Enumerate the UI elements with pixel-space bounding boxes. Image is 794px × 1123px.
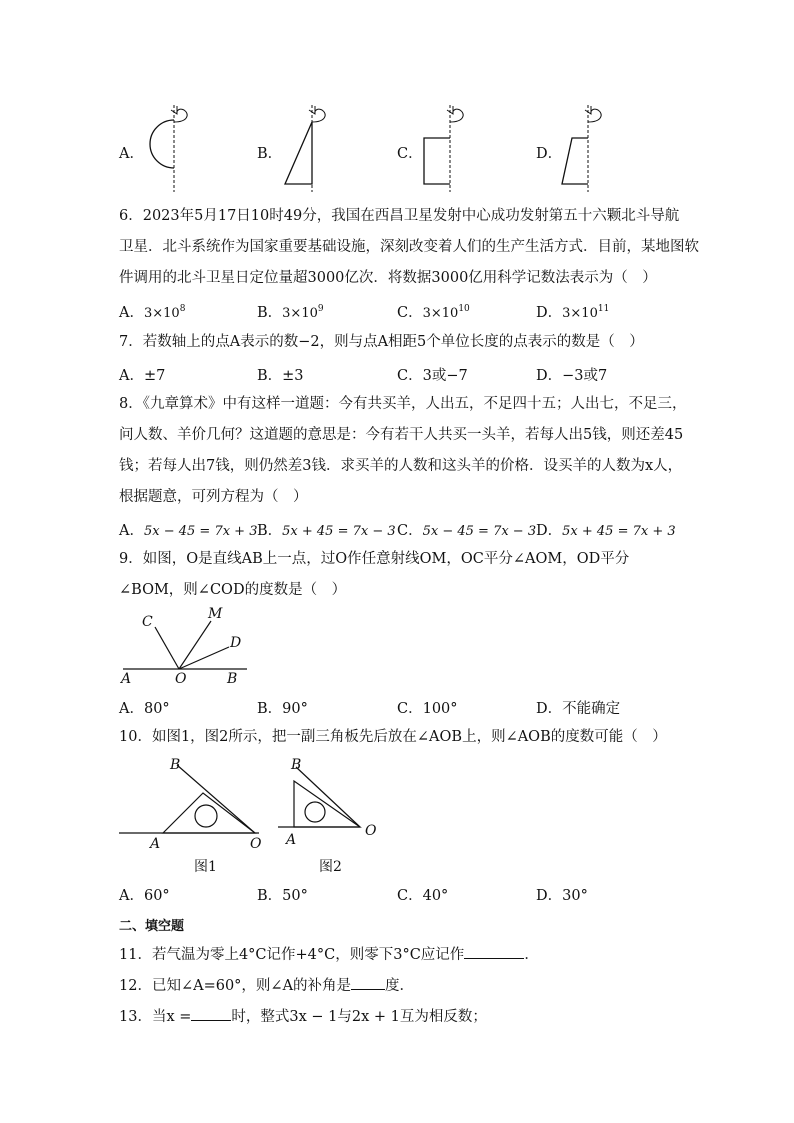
q9-label-b: B [227,671,238,687]
q6-line-3: 件调用的北斗卫星日定位量超3000亿次．将数据3000亿用科学记数法表示为（ ） [119,270,657,286]
q10-fig2-ray-ob [296,767,360,827]
q9-option-b: B．90° [257,701,308,717]
q10-option-b: B．50° [257,888,308,904]
q7-option-c: C．3或−7 [397,368,468,384]
q5-option-a-label: A． [119,146,144,162]
q8-option-b: B．5x + 45 = 7x − 3 [257,523,396,539]
q10-fig2-label-o: O [365,823,377,839]
q10-fig2-circle [305,802,325,822]
q5-a-rotation-arrow [174,109,187,122]
q10-fig2-triangle [294,781,360,827]
q10-text: 10．如图1，图2所示，把一副三角板先后放在∠AOB上，则∠AOB的度数可能（ ） [119,729,667,745]
q5-option-d-label: D． [536,146,563,162]
q5-figure-b [278,100,338,195]
q8-option-c: C．5x − 45 = 7x − 3 [397,523,537,539]
q5-a-semicircle [150,120,174,168]
q5-d-trapezoid [562,138,588,184]
q9-label-a: A [121,671,132,687]
q6-option-b: B．$3\times 10^9$ [257,304,324,321]
q7-option-a: A．±7 [119,368,166,384]
q9-label-c: C [142,614,153,630]
q10-fig1-circle [195,805,217,827]
q10-fig2-label-b: B [291,757,302,773]
q6-line-2: 卫星．北斗系统作为国家重要基础设施，深刻改变着人们的生产生活方式．目前，某地图软 [119,239,699,255]
q10-option-a: A．60° [119,888,170,904]
q8-line-1: 8．《九章算术》中有这样一道题：今有共买羊，人出五，不足四十五；人出七，不足三， [119,396,687,412]
q10-figure-1 [119,755,269,845]
q7-option-b: B．±3 [257,368,304,384]
q9-label-m: M [208,606,223,622]
q9-label-d: D [230,635,242,651]
q9-label-o: O [175,671,187,687]
q9-option-d: D．不能确定 [536,701,621,717]
q5-b-rotation-arrow [312,109,325,122]
q5-figure-a [140,100,200,195]
q6-line-1: 6．2023年5月17日10时49分，我国在西昌卫星发射中心成功发射第五十六颗北斗导航 [119,208,680,224]
q8-option-d: D．5x + 45 = 7x + 3 [536,523,676,539]
section-fill-in-blank-title: 二、填空题 [119,919,185,934]
question-12: 12．已知∠A=60°，则∠A的补角是 度． [119,975,414,996]
q10-fig1-label-b: B [170,757,181,773]
q10-fig2-label-a: A [286,832,297,848]
q8-option-a: A．5x − 45 = 7x + 3 [119,523,258,539]
q13-answer-blank[interactable] [191,1006,231,1021]
q6-option-a: A．$3\times 10^8$ [119,304,186,321]
q7-text: 7．若数轴上的点A表示的数−2，则与点A相距5个单位长度的点表示的数是（ ） [119,334,644,350]
q8-line-4: 根据题意，可列方程为（ ） [119,489,308,505]
q5-d-rotation-arrow [588,109,601,122]
q10-fig1-label-o: O [250,836,262,852]
q5-figure-c [416,100,476,195]
q10-fig1-caption: 图1 [194,859,217,875]
q6-option-c: C．$3\times 10^{10}$ [397,304,470,321]
q10-fig1-ray-ob [177,765,255,833]
q9-option-a: A．80° [119,701,170,717]
q9-option-c: C．100° [397,701,458,717]
q5-option-b-label: B． [257,146,283,162]
q10-option-c: C．40° [397,888,449,904]
q10-option-d: D．30° [536,888,588,904]
q11-answer-blank[interactable] [464,944,524,959]
q5-c-rotation-arrow [450,109,463,122]
q9-line-1: 9．如图，O是直线AB上一点，过O作任意射线OM，OC平分∠AOM，OD平分 [119,551,630,567]
q8-line-2: 问人数、羊价几何？这道题的意思是：今有若干人共买一头羊，若每人出5钱，则还差45 [119,427,684,443]
q5-b-triangle [285,122,312,184]
q7-option-d: D．−3或7 [536,368,608,384]
question-13: 13．当x = 时，整式3x − 1与2x + 1互为相反数； [119,1006,487,1027]
q5-option-c-label: C． [397,146,423,162]
q10-fig1-label-a: A [150,836,161,852]
q6-option-d: D．$3\times 10^{11}$ [536,304,610,321]
q10-fig2-caption: 图2 [319,859,342,875]
q11-text: 11．若气温为零上4°C记作+4°C，则零下3°C应记作 [119,947,465,963]
q13-text: 13．当x = [119,1009,192,1025]
question-11: 11．若气温为零上4°C记作+4°C，则零下3°C应记作 ． [119,944,539,965]
q5-figure-d [554,100,614,195]
q12-answer-blank[interactable] [351,975,385,990]
q8-line-3: 钱；若每人出7钱，则仍然差3钱．求买羊的人数和这头羊的价格．设买羊的人数为x人， [119,458,683,474]
q9-line-2: ∠BOM，则∠COD的度数是（ ） [119,582,347,598]
q9-ray-oc [155,627,179,669]
q5-c-rectangle [424,138,450,184]
q12-text: 12．已知∠A=60°，则∠A的补角是 [119,978,352,994]
